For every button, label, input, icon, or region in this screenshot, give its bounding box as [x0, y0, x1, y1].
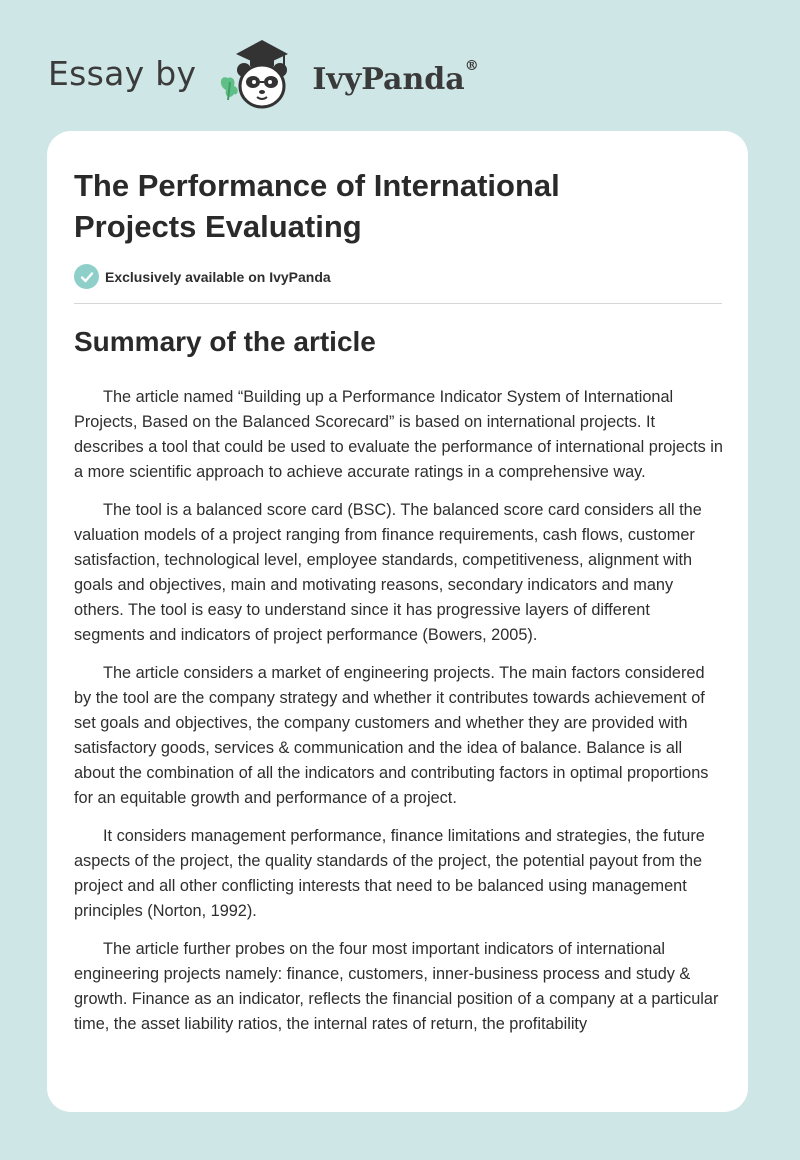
section-title: Summary of the article [74, 326, 376, 357]
check-icon [74, 264, 99, 289]
article-card [47, 131, 748, 1112]
paragraph: The tool is a balanced score card (BSC). The balanced score card considers all the valuation models of a project ranging from finance requirements, cash flows, customer satisfaction, technological level, employee standards, competitiveness, alignment with goals and objectives, main and motivating reasons, secondary indicators and many others. The tool is easy to understand since it has progressive layers of different segments and indicators of project performance (Bowers, 2005). [74, 501, 702, 644]
paragraph: The article named “Building up a Performance Indicator System of International Projects, Based on the Balanced Scorecard” is based on international projects. It describes a tool that could be used to evaluate the performance of international projects in a more scientific approach to achieve accurate ratings in a comprehensive way. [74, 388, 723, 481]
exclusive-badge [74, 264, 331, 289]
essay-by-label: Essay by [48, 53, 197, 93]
site-header [48, 34, 748, 114]
exclusive-badge-label: Exclusively available on IvyPanda [105, 268, 331, 285]
panda-logo-icon [214, 34, 306, 114]
paragraph: It considers management performance, finance limitations and strategies, the future aspects of the project, the quality standards of the project, the potential payout from the project and all other conflicting interests that need to be balanced using management principles (Norton, 1992). [74, 827, 705, 920]
divider [74, 303, 722, 304]
brand-name: IvyPanda® [312, 57, 479, 97]
article-body [74, 385, 724, 1050]
paragraph: The article considers a market of engineering projects. The main factors considered by the tool are the company strategy and whether it contributes towards achievement of set goals and objectives, the company customers and whether they are provided with satisfactory goods, services & communication and the idea of balance. Balance is all about the combination of all the indicators and contributing factors in optimal proportions for an equitable growth and performance of a project. [74, 664, 709, 807]
paragraph: The article further probes on the four most important indicators of international engineering projects namely: finance, customers, inner-business process and study & growth. Finance as an indicator, reflects the financial position of a company at a particular time, the asset liability ratios, the internal rates of return, the profitability [74, 940, 719, 1033]
ivypanda-logo[interactable] [214, 34, 478, 114]
page-title: The Performance of International Projects Evaluating [74, 168, 560, 244]
registered-mark: ® [464, 57, 479, 74]
